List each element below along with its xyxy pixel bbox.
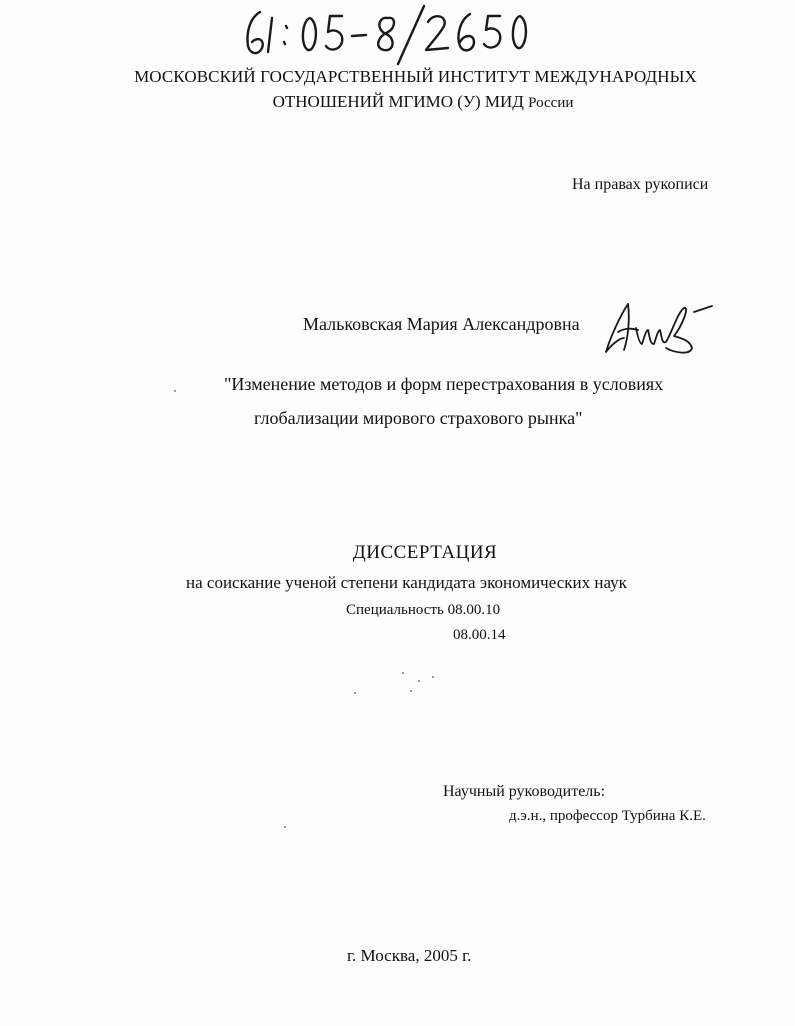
institution-line-2-country: России <box>528 95 574 111</box>
scan-speck <box>402 672 404 674</box>
handwritten-number-drawing <box>238 4 528 66</box>
institution-line-2 <box>0 92 795 112</box>
supervisor-name: д.э.н., профессор Турбина К.Е. <box>509 808 706 824</box>
institution-line-2-main: ОТНОШЕНИЙ МГИМО (У) МИД <box>272 92 524 111</box>
specialty-second-code: 08.00.14 <box>453 627 506 643</box>
scan-speck <box>418 680 420 682</box>
author-name: Мальковская Мария Александровна <box>303 314 580 334</box>
institution-line-1: МОСКОВСКИЙ ГОСУДАРСТВЕННЫЙ ИНСТИТУТ МЕЖДУНАРОДНЫХ <box>134 67 697 86</box>
author-signature <box>598 298 716 362</box>
scan-speck <box>284 826 286 828</box>
scan-speck <box>174 390 176 392</box>
scan-speck <box>410 690 412 692</box>
scan-speck <box>354 692 356 694</box>
thesis-title-line-2: глобализации мирового страхового рынка" <box>254 408 583 428</box>
city-year: г. Москва, 2005 г. <box>347 946 472 965</box>
manuscript-rights-note: На правах рукописи <box>572 176 709 193</box>
scan-speck <box>432 676 434 678</box>
specialty-label: Специальность 08.00.10 <box>346 602 501 618</box>
degree-statement: на соискание ученой степени кандидата экономических наук <box>186 573 627 592</box>
handwritten-archive-number <box>238 4 528 66</box>
supervisor-label: Научный руководитель: <box>443 783 606 800</box>
thesis-title-line-1: "Изменение методов и форм перестрахования в условиях <box>224 374 664 394</box>
signature-drawing <box>598 298 716 362</box>
document-type-heading: ДИССЕРТАЦИЯ <box>352 542 498 563</box>
